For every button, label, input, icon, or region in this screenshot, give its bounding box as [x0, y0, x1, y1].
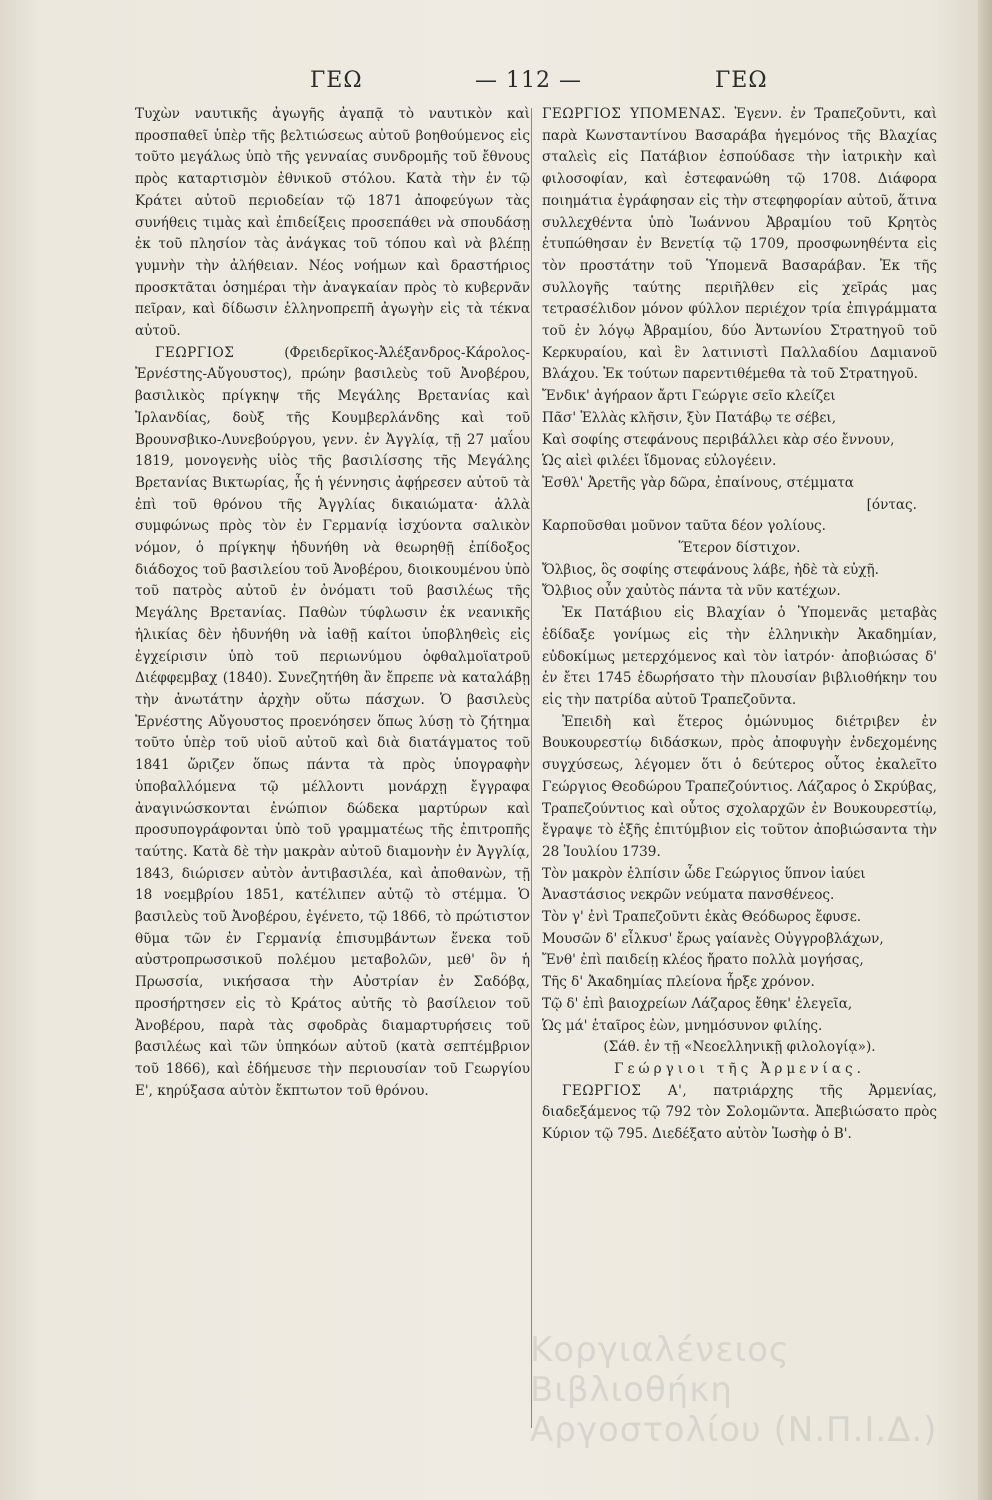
poem-line: Ἔνθ' ἐπὶ παιδείῃ κλέος ἤρατο πολλὰ μογήσας, [542, 952, 864, 969]
entry-body: Ἐγενν. ἐν Τραπεζοῦντι, καὶ παρὰ Κωνσταντίνου Βασαράβα ἡγεμόνος τῆς Βλαχίας σταλεὶς εἰς Πατάβιον ἐσπούδασε τὴν ἰατρικὴν καὶ φιλοσοφίαν, καὶ ἐστεφανώθη τῷ 1708. Διάφορα ποιημάτια ἐγράφησαν εἰς τὴν στεφηφορίαν αὐτοῦ, ἅτινα συλλεχθέντα ὑπὸ Ἰωάννου Ἀβραμίου τοῦ Κρητὸς ἐτυπώθησαν ἐν Βενετίᾳ τῷ 1709, προσφωνηθέντα εἰς τὸν προστάτην τοῦ Ὑπομενᾶ Βασαράβαν. Ἐκ τῆς συλλογῆς ταύτης περιῆλθεν εἰς χεῖράς μας τετρασέλιδον μόνον φύλλον περιέχον τρία ἐπιγράμματα τοῦ ἐν λόγῳ Ἀβραμίου, δύο Ἀντωνίου Στρατηγοῦ τοῦ Κερκυραίου, καὶ ἓν λατινιστὶ Παλλαδίου Δαμιανοῦ Βλάχου. Ἐκ τούτων παρεντιθέμεθα τὰ τοῦ Στρατηγοῦ. [542, 106, 937, 383]
entry-georgios-a [542, 1081, 937, 1146]
running-head-right: ΓΕΩ [715, 68, 768, 93]
poem-line: Καὶ σοφίης στεφάνους περιβάλλει κὰρ σέο ἔννουν, [542, 431, 895, 448]
poem-line: Τὸν γ' ἐνὶ Τραπεζοῦντι ἑκὰς Θεόδωρος ἔφυσε. [542, 909, 862, 926]
entry-georgios-hanover [135, 343, 530, 1103]
page-number: — 112 — [475, 68, 582, 93]
poem-line: Ὡς μά' ἑταῖρος ἐὼν, μνημόσυνον φιλίης. [542, 1017, 823, 1034]
poem-line: Ὄλβιος, ὃς σοφίης στεφάνους λάβε, ἠδὲ τὰ εὐχῇ. [542, 561, 879, 578]
page-edge [978, 0, 992, 1500]
entry-body: (Φρειδερῖκος-Ἀλέξανδρος-Κάρολος-Ἐρνέστης-Αὔγουστος), πρώην βασιλεὺς τοῦ Ἀνοβέρου, βασιλικὸς πρίγκηψ τῆς Μεγάλης Βρετανίας καὶ Ἰρλανδίας, δοὺξ τῆς Κουμβερλάνδης καὶ τοῦ Βρουνσβικο-Λυνεβούργου, γενν. ἐν Ἀγγλίᾳ, τῇ 27 μαΐου 1819, μονογενὴς υἱὸς τῆς βασιλίσσης τῆς Μεγάλης Βρετανίας Βικτωρίας, ἧς ἡ γέννησις ἀφῄρεσεν αὐτοῦ τὰ ἐπὶ τοῦ θρόνου τῆς Ἀγγλίας δικαιώματα· ἀλλὰ συμφώνως πρὸς τὸν ἐν Γερμανίᾳ ἰσχύοντα σαλικὸν νόμον, ὁ πρίγκηψ ἠδυνήθη νὰ θεωρηθῇ ἐπίδοξος διάδοχος τοῦ βασιλείου τοῦ Ἀνοβέρου, διοικουμένου ὑπὸ τοῦ πατρὸς αὐτοῦ ἐν ὀνόματι τοῦ βασιλέως τῆς Μεγάλης Βρετανίας. Παθὼν τύφλωσιν ἐκ νεανικῆς ἡλικίας δὲν ἠδυνήθη νὰ ἰαθῇ καίτοι ὑποβληθεὶς εἰς ἐγχείρισιν ὑπὸ τοῦ περιωνύμου ὀφθαλμοϊατροῦ Διέφφεμβαχ (1840). Συνεζητήθη ἂν ἔπρεπε νὰ καταλάβῃ τὴν ἀνωτάτην ἀρχὴν οὕτω πάσχων. Ὁ βασιλεὺς Ἐρνέστης Αὔγουστος προενόησεν ὅπως λύσῃ τὸ ζήτημα τοῦτο ὑπὲρ τοῦ υἱοῦ αὐτοῦ καὶ διὰ διατάγματος τοῦ 1841 ὥριζεν ὅπως πάντα τὰ πρὸς ὑπογραφὴν ὑποβαλλόμενα τῷ μέλλοντι μονάρχῃ ἔγγραφα ἀναγινώσκονται ἐνώπιον δώδεκα μαρτύρων καὶ προσυπογράφονται ὑπὸ τοῦ γραμματέως τῆς ἐπιτροπῆς ταύτης. Κατὰ δὲ τὴν μακρὰν αὐτοῦ διαμονὴν ἐν Ἀγγλίᾳ, 1843, διώρισεν αὐτὸν ἀντιβασιλέα, καὶ ἀποθανὼν, τῇ 18 νοεμβρίου 1851, κατέλιπεν αὐτῷ τὸ στέμμα. Ὁ βασιλεὺς τοῦ Ἀνοβέρου, ἐγένετο, τῷ 1866, τὸ πρώτιστον θῦμα τῶν ἐν Γερμανίᾳ ἐπισυμβάντων ἕνεκα τοῦ αὐστροπρωσσικοῦ πολέμου μεταβολῶν, μεθ' ὃν ἡ Πρωσσία, νικήσασα τὴν Αὐστρίαν ἐν Σαδόβᾳ, προσήρτησεν εἰς τὸ Κράτος αὐτῆς τὸ βασίλειον τοῦ Ἀνοβέρου, παρὰ τὰς σφοδρὰς διαμαρτυρήσεις τοῦ βασιλέως καὶ τῶν ὑπηκόων αὐτοῦ (κατὰ σεπτέμβριον τοῦ 1866), καὶ ἐδήμευσε τὴν περιουσίαν τοῦ Γεωργίου Ε', κηρύξασα αὐτὸν ἔκπτωτον τοῦ θρόνου. [135, 344, 530, 1099]
poem-line: Ἀναστάσιος νεκρῶν νεύματα πανσθένεος. [542, 887, 835, 904]
poem-line: Ἔνδικ' ἀγήραον ἄρτι Γεώργιε σεῖο κλείζει [542, 388, 836, 405]
epigram-2 [542, 560, 937, 603]
epigram-1 [542, 386, 937, 538]
poem-line: Ἐσθλ' Ἀρετῆς γὰρ δῶρα, ἐπαίνους, στέμματα [542, 474, 854, 491]
entry-headword: ΓΕΩΡΓΙΟΣ ΥΠΟΜΕΝΑΣ. [542, 106, 727, 122]
poem-line: Πᾶσ' Ἑλλὰς κλῆσιν, ξὺν Πατάβῳ τε σέβει, [542, 409, 837, 426]
poem-line: Ὡς αἰεὶ φιλέει ἴδμονας εὐλογέειν. [542, 453, 777, 470]
poem-line: [όντας. [866, 496, 917, 513]
left-column [135, 104, 530, 1102]
poem-line: Ὄλβιος οὖν χαὐτὸς πάντα τὰ νῦν κατέχων. [542, 583, 841, 600]
poem-line: Καρποῦσθαι μοῦνον ταῦτα δέον γολίους. [542, 518, 826, 535]
entry-body: πατριάρχης τῆς Ἀρμενίας, διαδεξάμενος τῷ 792 τὸν Σολομῶντα. Ἀπεβιώσατο πρὸς Κύριον τῷ 795. Διεδέξατο αὐτὸν Ἰωσὴφ ὁ Β'. [542, 1082, 937, 1143]
library-watermark: Κοργιαλένειος Βιβλιοθήκη Αργοστολίου (Ν.Π.Ι.Δ.) [530, 1330, 938, 1450]
poem-line: Τῆς δ' Ἀκαδημίας πλείονα ἦρξε χρόνον. [542, 974, 815, 991]
page-header [120, 68, 950, 98]
epitaph [542, 864, 937, 1038]
column-divider [531, 108, 532, 1428]
running-head-left: ΓΕΩ [310, 68, 363, 93]
poem-line: Τῷ δ' ἐπὶ βαιοχρείων Λάζαρος ἔθηκ' ἐλεγεῖα, [542, 995, 853, 1012]
entry-headword: ΓΕΩΡΓΙΟΣ Α', [562, 1082, 688, 1099]
poem-line: Τὸν μακρὸν ἐλπίσιν ὧδε Γεώργιος ὕπνον ἰαύει [542, 865, 866, 882]
continued-entry-text: Τυχὼν ναυτικῆς ἀγωγῆς ἀγαπᾷ τὸ ναυτικὸν καὶ προσπαθεῖ ὑπὲρ τῆς βελτιώσεως αὐτοῦ βοηθούμενος εἰς τοῦτο μεγάλως ὑπὸ τῆς γενναίας συνδρομῆς τοῦ ἔθνους πρὸς καταρτισμὸν ἐθνικοῦ στόλου. Κατὰ τὴν ἐν τῷ Κράτει αὐτοῦ περιοδείαν τῷ 1871 ἀποφεύγων τὰς συνήθεις τιμὰς καὶ ἐπιδείξεις προσεπάθει νὰ σπουδάσῃ ἐκ τοῦ πλησίον τὰς ἀνάγκας τοῦ τόπου καὶ νὰ βλέπῃ γυμνὴν τὴν ἀλήθειαν. Νέος νοήμων καὶ δραστήριος προσκτᾶται ὁσημέραι τὴν ἀναγκαίαν πρὸς τὸ κυβερνᾶν πεῖραν, καὶ δίδωσιν ἑλληνοπρεπῆ ἀγωγὴν εἰς τὰ τέκνα αὐτοῦ. [135, 106, 530, 340]
source-citation: (Σάθ. ἐν τῇ «Νεοελληνικῇ φιλολογίᾳ»). [603, 1039, 876, 1056]
entry-georgios-ypomenas [542, 104, 937, 386]
entry-headword: ΓΕΩΡΓΙΟΣ [155, 344, 235, 361]
poem-line: Μουσῶν δ' εἶλκυσ' ἔρως γαίανὲς Οὐγγροβλάχων, [542, 930, 884, 947]
paragraph: Ἐκ Πατάβιου εἰς Βλαχίαν ὁ Ὑπομενᾶς μεταβὰς ἐδίδαξε γονίμως εἰς τὴν ἑλληνικὴν Ἀκαδημίαν, εὐδοκίμως μετερχόμενος καὶ τὸν ἰατρόν· ἀποβιώσας δ' ἐν ἔτει 1745 ἐδωρήσατο τὴν πλουσίαν βιβλιοθήκην του εἰς τὴν πατρίδα αὐτοῦ Τραπεζοῦντα. [542, 605, 937, 708]
paragraph: Ἐπειδὴ καὶ ἕτερος ὁμώνυμος διέτριβεν ἐν Βουκουρεστίῳ διδάσκων, πρὸς ἀποφυγὴν ἐνδεχομένης συγχύσεως, λέγομεν ὅτι ὁ δεύτερος οὗτος ἐκαλεῖτο Γεώργιος Θεοδώρου Τραπεζούντιος. Λάζαρος ὁ Σκρύβας, Τραπεζούντιος καὶ οὗτος σχολαρχῶν ἐν Βουκουρεστίῳ, ἔγραψε τὸ ἑξῆς ἐπιτύμβιον εἰς τοῦτον ἀποβιώσαντα τὴν 28 Ἰουλίου 1739. [542, 713, 937, 860]
poem-title: Ἕτερον δίστιχον. [678, 540, 801, 557]
section-title: Γεώργιοι τῆς Ἀρμενίας. [614, 1060, 865, 1077]
right-column [542, 104, 937, 1146]
